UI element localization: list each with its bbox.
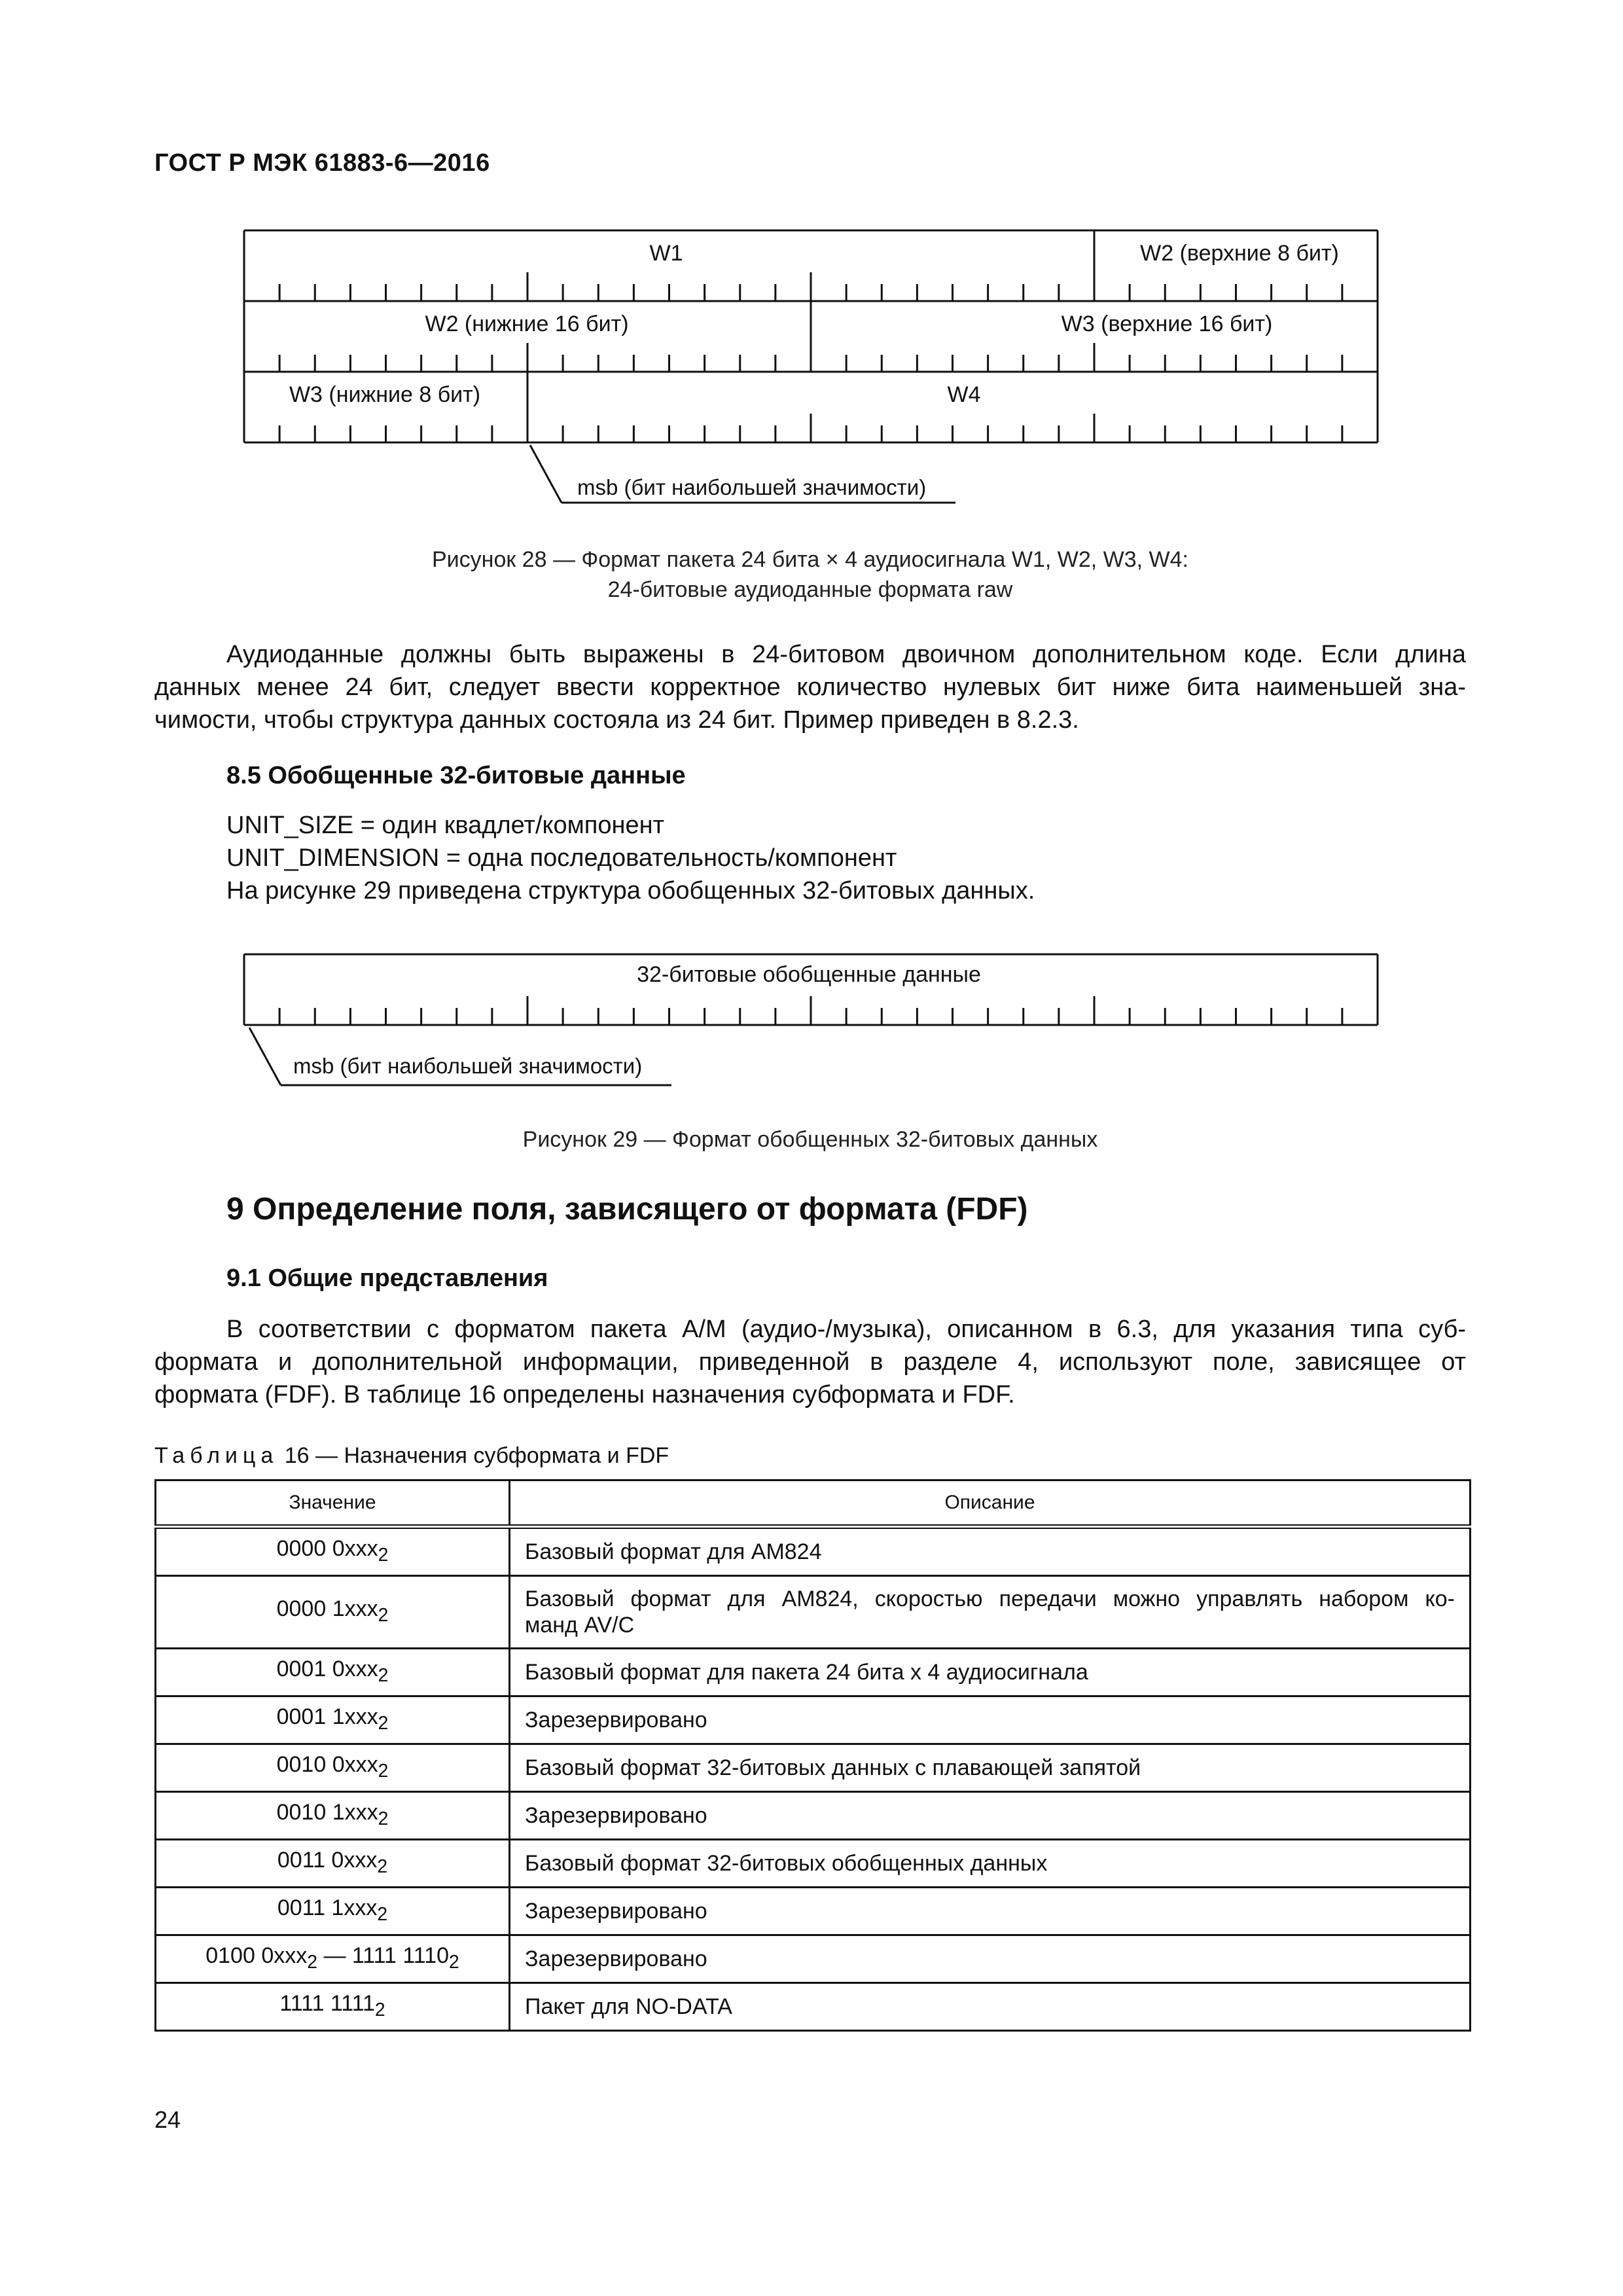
table-row [156,1744,1471,1792]
section-9-title: 9 Определение поля, зависящего от формата (FDF) [226,1192,1028,1227]
msb-leader [249,1028,281,1085]
fig28-w2-lower-label: W2 (нижние 16 бит) [425,312,629,336]
fig28-w3-upper-label: W3 (верхние 16 бит) [1061,312,1273,336]
document-header: ГОСТ Р МЭК 61883-6—2016 [154,149,490,177]
table-cell-value: 0000 1xxx$_2$ [156,1576,510,1649]
table-cell-description: Зарезервировано [510,1696,1471,1744]
table-row [156,1888,1471,1935]
fig28-w3-lower-label: W3 (нижние 8 бит) [289,382,481,407]
table-cell-value: 0100 0xxx$_2$ — 1111 $1110_2$ [156,1935,510,1983]
table-cell-description: Базовый формат 32-битовых данных с плавающей запятой [510,1744,1471,1792]
section-9-1-title: 9.1 Общие представления [226,1265,548,1292]
fig29-msb-label: msb (бит наибольшей значимости) [293,1054,643,1078]
table-row [156,1983,1471,2031]
table-row [156,1792,1471,1840]
section-8-5-title: 8.5 Обобщенные 32-битовые данные [226,762,686,789]
table-cell-value: 0001 1xxx$_2$ [156,1696,510,1744]
table-row [156,1840,1471,1888]
paragraph-audio-data: Аудиоданные должны быть выражены в 24-битовом двоичном дополнительном коде. Если длина данных менее 24 бит, следует ввести корректное количество нулевых бит ниже бита наименьшей зна- чимости, чтобы структура данных состояла из 24 бит. Пример приведен в 8.2.3. [154,641,1466,734]
table-cell-value: 0010 1xxx$_2$ [156,1792,510,1840]
table-cell-value: 0010 0xxx$_2$ [156,1744,510,1792]
paragraph-section-9-1: В соответствии с форматом пакета A/M (аудио-/музыка), описанном в 6.3, для указания типа суб- формата и дополнительной информации, приведенной в разделе 4, используют поле, зависящее от формата (FDF). В таблице 16 определены назначения субформата и FDF. [154,1316,1466,1408]
fig28-w4-label: W4 [947,382,981,407]
fig28-w2-upper-label: W2 (верхние 8 бит) [1140,241,1339,266]
table-cell-description: Базовый формат для AM824, скоростью передачи можно управлять набором ко- манд AV/C [510,1576,1471,1649]
table-cell-value: 0011 1xxx$_2$ [156,1888,510,1935]
msb-leader [530,445,562,503]
table-cell-value: 0001 0xxx$_2$ [156,1649,510,1696]
table-row [156,1649,1471,1696]
table-row [156,1576,1471,1649]
fig28-w1-label: W1 [649,241,683,266]
table-cell-description: Базовый формат для пакета 24 бита х 4 аудиосигнала [510,1649,1471,1696]
table-cell-value: 0011 0xxx$_2$ [156,1840,510,1888]
figure-29-caption: Рисунок 29 — Формат обобщенных 32-битовых данных [522,1127,1098,1152]
table-cell-description: Пакет для NO-DATA [510,1983,1471,2031]
table-cell-value: 0000 0xxx$_2$ [156,1527,510,1576]
table-header-description: Описание [510,1480,1471,1527]
page-number: 24 [154,2106,181,2133]
table-row [156,1527,1471,1576]
table-cell-value: 1111 $1111_2$ [156,1983,510,2031]
table-row [156,1696,1471,1744]
fig29-label: 32-битовые обобщенные данные [637,962,981,987]
table-cell-description: Базовый формат для AM824 [510,1527,1471,1576]
section-8-5-body: UNIT_SIZE = один квадлет/компонент UNIT_DIMENSION = одна последовательность/компонент На рисунке 29 приведена структура обобщенных 32-битовых данных. [226,812,1035,905]
table-cell-description: Зарезервировано [510,1888,1471,1935]
table-16-title: Таблица 16 — Назначения субформата и FDF [154,1443,669,1468]
fig28-msb-label: msb (бит наибольшей значимости) [577,475,927,499]
table-16 [154,1479,1471,2032]
table-cell-description: Зарезервировано [510,1792,1471,1840]
table-cell-description: Зарезервировано [510,1935,1471,1983]
table-header-value: Значение [156,1480,510,1527]
table-cell-description: Базовый формат 32-битовых обобщенных данных [510,1840,1471,1888]
figure-28-caption: Рисунок 28 — Формат пакета 24 бита × 4 аудиосигнала W1, W2, W3, W4: 24-битовые аудиоданные формата raw [432,547,1188,602]
table-row [156,1935,1471,1983]
